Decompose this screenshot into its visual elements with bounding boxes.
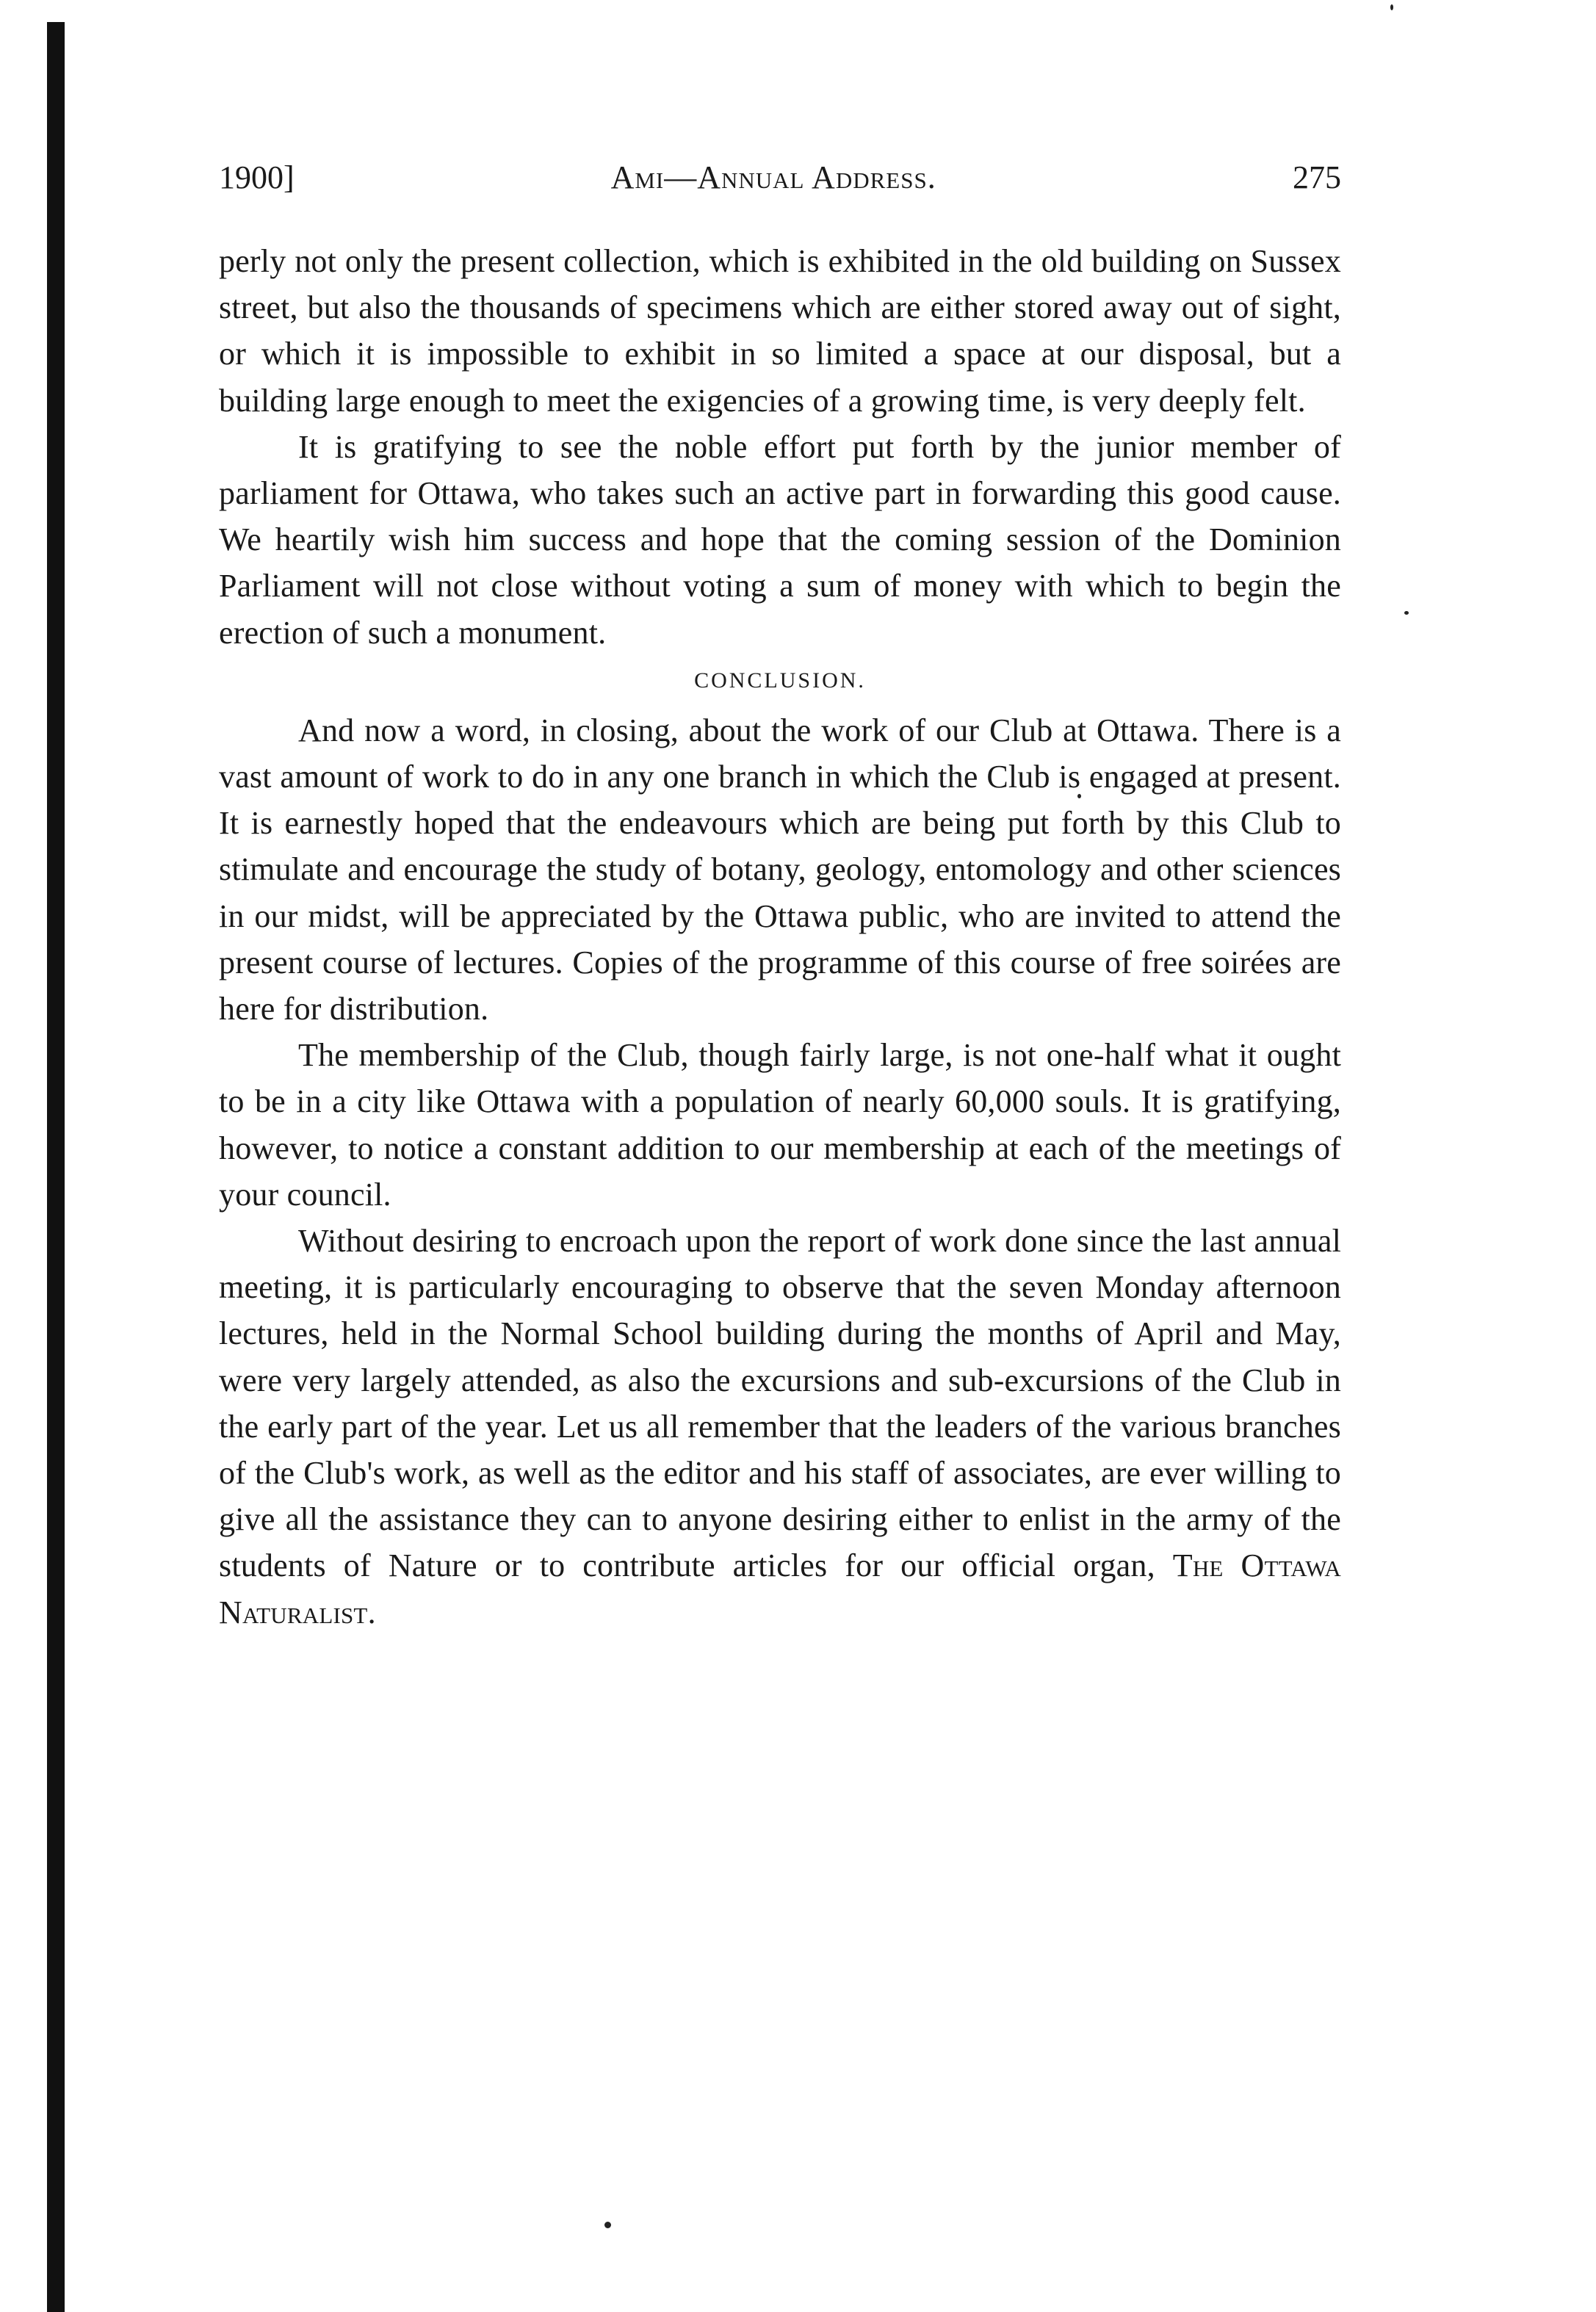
scan-speck [1404, 611, 1409, 615]
final-paragraph-text: Without desiring to encroach upon the report of work done since the last annual meeting, it is particularly encouraging to observe that the seven Monday afternoon lectures, held in the Normal School building during the months of April and May, were very largely attended, as also the excursions and sub-excursions of the Club in the early part of the year. Let us all remember that the leaders of the various branches of the Club's work, as well as the editor and his staff of associates, are ever willing to give all the assistance they can to anyone desiring either to enlist in the army of the students of Nature or to contribute articles for our official organ, [219, 1223, 1341, 1584]
scan-speck [1390, 4, 1393, 10]
paragraph: It is gratifying to see the noble effort put forth by the junior member of parliament for Ottawa, who takes such an active part in forwarding this good cause. We heartily wish him success and hope that the coming session of the Dominion Parliament will not close without voting a sum of money with which to begin the erection of such a monument. [219, 428, 1341, 651]
running-head [219, 156, 1341, 200]
body-text [219, 238, 1341, 1636]
scan-binding-edge [47, 22, 65, 2312]
journal-name: The Ottawa Naturalist [219, 1547, 1342, 1630]
running-head-year: 1900] [219, 159, 295, 195]
running-head-title: Ami—Annual Address. [610, 159, 936, 195]
paragraph: The membership of the Club, though fairly large, is not one-half what it ought to be in a city like Ottawa with a population of nearly 60,000 souls. It is gratifying, however, to notice a constant addition to our membership at each of the meetings of your council. [219, 1037, 1341, 1213]
final-paragraph [219, 1218, 1341, 1636]
section-heading: CONCLUSION. [694, 668, 866, 693]
final-paragraph-end: . [367, 1594, 376, 1630]
scan-speck [604, 2222, 611, 2228]
paragraph: And now a word, in closing, about the work of our Club at Ottawa. There is a vast amount of work to do in any one branch in which the Club is engaged at present. It is earnestly hoped that the endeavours which are being put forth by this Club to stimulate and encourage the study of botany, geology, entomology and other sciences in our midst, will be appreciated by the Ottawa public, who are invited to attend the present course of lectures. Copies of the programme of this course of free soirées are here for distribution. [219, 712, 1341, 1027]
page-number: 275 [1293, 159, 1341, 195]
book-page [219, 156, 1341, 1636]
paragraph-continued: perly not only the present collection, which is exhibited in the old building on Sussex street, but also the thousands of specimens which are either stored away out of sight, or which it is impossible to exhibit in so limited a space at our disposal, but a building large enough to meet the exigencies of a growing time, is very deeply felt. [219, 243, 1341, 419]
